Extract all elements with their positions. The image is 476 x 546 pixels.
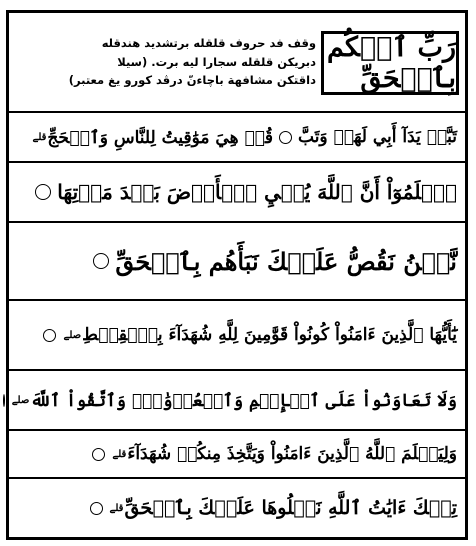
verse-text: قُلۡ هِيَ مَوَٰقِيتُ لِلنَّاسِ وَٱلۡحَجِّ bbox=[47, 127, 273, 148]
verse-row bbox=[9, 479, 465, 537]
header-title-text: رَبِّ ٱحۡكُم بِٱلۡحَقِّ bbox=[327, 32, 456, 94]
verse-row bbox=[9, 371, 465, 431]
waqf-circle-icon bbox=[35, 184, 51, 200]
header-title bbox=[321, 31, 459, 95]
verse-text: ٱعۡلَمُوٓاْ أَنَّ ٱللَّهَ يُحۡيِ ٱلۡأَرۡضَ بَعۡدَ مَوۡتِهَا bbox=[57, 180, 457, 204]
tajwid-sheet bbox=[6, 10, 468, 540]
verse-text: وَلَا تَعَاوَنُواْ عَلَى ٱلۡإِثۡمِ وَٱلۡعُدۡوَٰنِۚ وَٱتَّقُواْ ٱللَّهَ bbox=[30, 390, 457, 411]
waqf-mark: صلے bbox=[63, 329, 82, 341]
header-note-line: دبريكن قلقله سجارا ليه برت. (سيلا bbox=[117, 54, 316, 69]
verse-row bbox=[9, 431, 465, 479]
verse-row bbox=[9, 223, 465, 301]
header-note-line: داقتكن مشافهة باچاءنّ درڤد كورو يغ معتبر) bbox=[68, 73, 316, 88]
header-note bbox=[9, 13, 324, 111]
waqf-circle-icon bbox=[93, 253, 109, 269]
waqf-mark: صلے bbox=[11, 394, 30, 406]
waqf-circle-icon bbox=[279, 131, 292, 144]
waqf-mark: قلے bbox=[112, 448, 127, 460]
verse-text: تِلۡكَ ءَايَٰتُ ٱللَّهِ نَتۡلُوهَا عَلَيۡكَ بِٱلۡحَقِّ bbox=[124, 497, 457, 519]
verse-text: يَٰٓأَيُّهَا ٱلَّذِينَ ءَامَنُواْ كُونُواْ قَوَّٰمِينَ لِلَّهِ شُهَدَآءَ بِٱلۡقِسۡطِ bbox=[82, 325, 457, 345]
header-note-line: وقف فد حروف قلقله برتشديد هندقله bbox=[101, 36, 316, 51]
header-section bbox=[9, 13, 465, 113]
waqf-circle-icon bbox=[43, 329, 56, 342]
waqf-circle-icon bbox=[3, 394, 5, 407]
verse-text: وَلِيَعۡلَمَ ٱللَّهُ ٱلَّذِينَ ءَامَنُواْ وَيَتَّخِذَ مِنكُمۡ شُهَدَآءَ bbox=[127, 444, 457, 464]
verse-row bbox=[9, 163, 465, 223]
waqf-circle-icon bbox=[92, 448, 105, 461]
waqf-mark: قلے bbox=[32, 131, 47, 143]
waqf-circle-icon bbox=[90, 502, 103, 515]
verse-row bbox=[9, 301, 465, 371]
verse-row bbox=[9, 113, 465, 163]
verse-text: تَبَّتۡ يَدَآ أَبِي لَهَبٖ وَتَبَّ bbox=[298, 127, 457, 147]
verse-text: نَّحۡنُ نَقُصُّ عَلَيۡكَ نَبَأَهُم بِٱلۡحَقِّ bbox=[115, 246, 457, 276]
waqf-mark: قلے bbox=[109, 502, 124, 514]
